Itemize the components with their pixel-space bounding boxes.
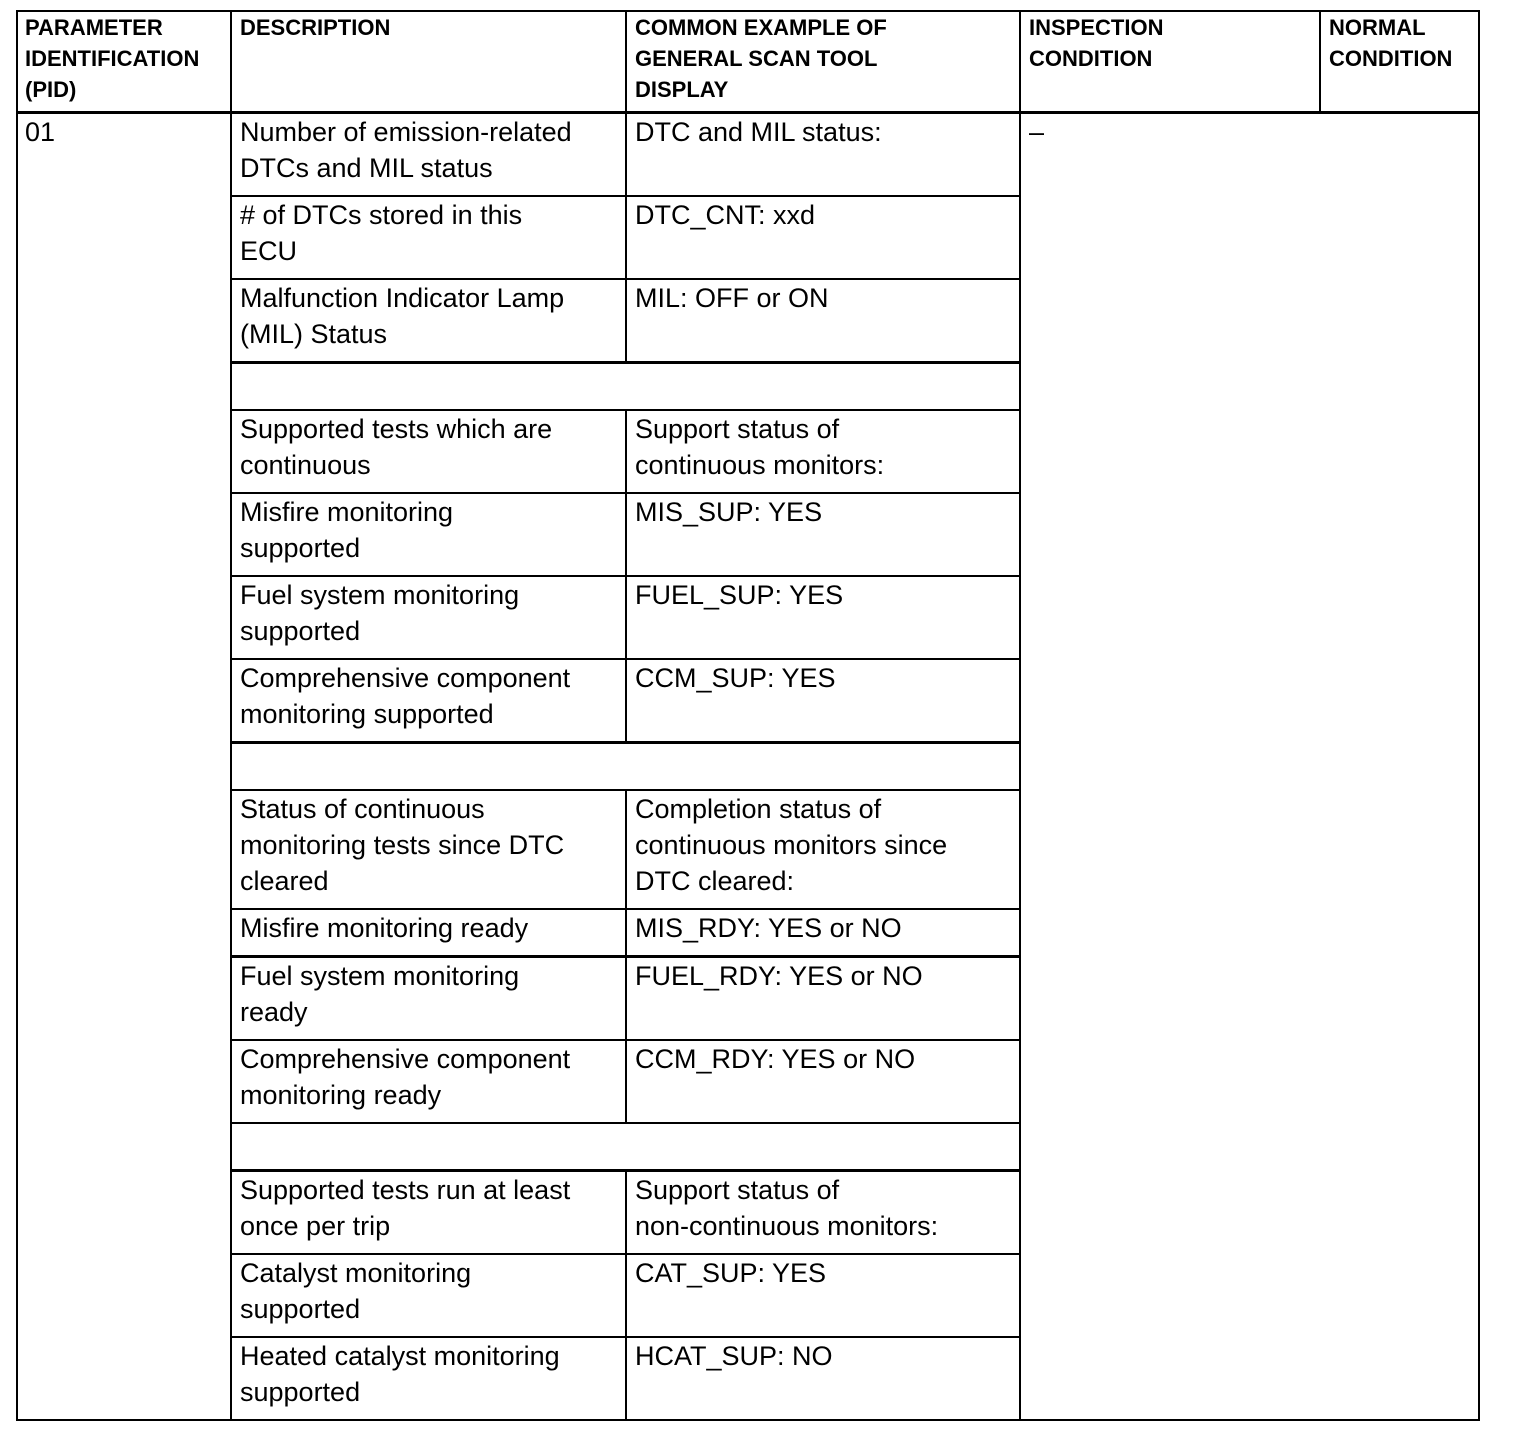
row-description: Catalyst monitoring supported xyxy=(240,1258,472,1324)
col-divider-example xyxy=(1019,10,1021,1421)
row-example: CAT_SUP: YES xyxy=(635,1258,827,1288)
col-divider-desc-g3 xyxy=(625,1170,627,1421)
row-example: CCM_SUP: YES xyxy=(635,663,836,693)
row-description: Misfire monitoring supported xyxy=(240,497,454,563)
row-description: Heated catalyst monitoring supported xyxy=(240,1341,560,1407)
row-description: Status of continuous monitoring tests since DTC cleared xyxy=(240,794,565,896)
row-example: FUEL_SUP: YES xyxy=(635,580,844,610)
header-example: COMMON EXAMPLE OF GENERAL SCAN TOOL DISPLAY xyxy=(635,15,887,102)
row-example: Completion status of continuous monitors since DTC cleared: xyxy=(635,794,948,896)
table-border-left xyxy=(16,10,18,1421)
row-line xyxy=(230,1122,1021,1124)
row-description: # of DTCs stored in this ECU xyxy=(240,200,523,266)
row-description: Number of emission-related DTCs and MIL status xyxy=(240,117,572,183)
row-example: DTC_CNT: xxd xyxy=(635,200,816,230)
table-border-right xyxy=(1478,10,1480,1421)
row-description: Fuel system monitoring supported xyxy=(240,580,520,646)
col-divider-pid xyxy=(230,10,232,1421)
row-description: Fuel system monitoring ready xyxy=(240,961,520,1027)
header-description: DESCRIPTION xyxy=(240,15,391,40)
pid-value: 01 xyxy=(25,117,56,147)
row-description: Malfunction Indicator Lamp (MIL) Status xyxy=(240,283,565,349)
row-description: Supported tests which are continuous xyxy=(240,414,553,480)
row-example: Support status of continuous monitors: xyxy=(635,414,885,480)
row-example: FUEL_RDY: YES or NO xyxy=(635,961,923,991)
row-example: CCM_RDY: YES or NO xyxy=(635,1044,916,1074)
row-example: HCAT_SUP: NO xyxy=(635,1341,833,1371)
row-description: Comprehensive component monitoring ready xyxy=(240,1044,571,1110)
row-description: Comprehensive component monitoring supported xyxy=(240,663,571,729)
row-example: MIL: OFF or ON xyxy=(635,283,829,313)
col-divider-desc-top xyxy=(625,10,627,363)
header-normal: NORMAL CONDITION xyxy=(1329,15,1453,71)
row-example: DTC and MIL status: xyxy=(635,117,882,147)
col-divider-inspection xyxy=(1319,10,1321,114)
header-pid: PARAMETER IDENTIFICATION (PID) xyxy=(25,15,200,102)
group-line xyxy=(230,361,1021,364)
inspection-condition-value: – xyxy=(1029,117,1045,147)
row-description: Supported tests run at least once per trip xyxy=(240,1175,571,1241)
table-border-bottom xyxy=(16,1419,1480,1421)
row-description: Misfire monitoring ready xyxy=(240,913,529,943)
row-example: Support status of non-continuous monitors: xyxy=(635,1175,939,1241)
row-example: MIS_SUP: YES xyxy=(635,497,823,527)
header-inspection: INSPECTION CONDITION xyxy=(1029,15,1164,71)
row-example: MIS_RDY: YES or NO xyxy=(635,913,902,943)
group-line xyxy=(230,741,1021,744)
